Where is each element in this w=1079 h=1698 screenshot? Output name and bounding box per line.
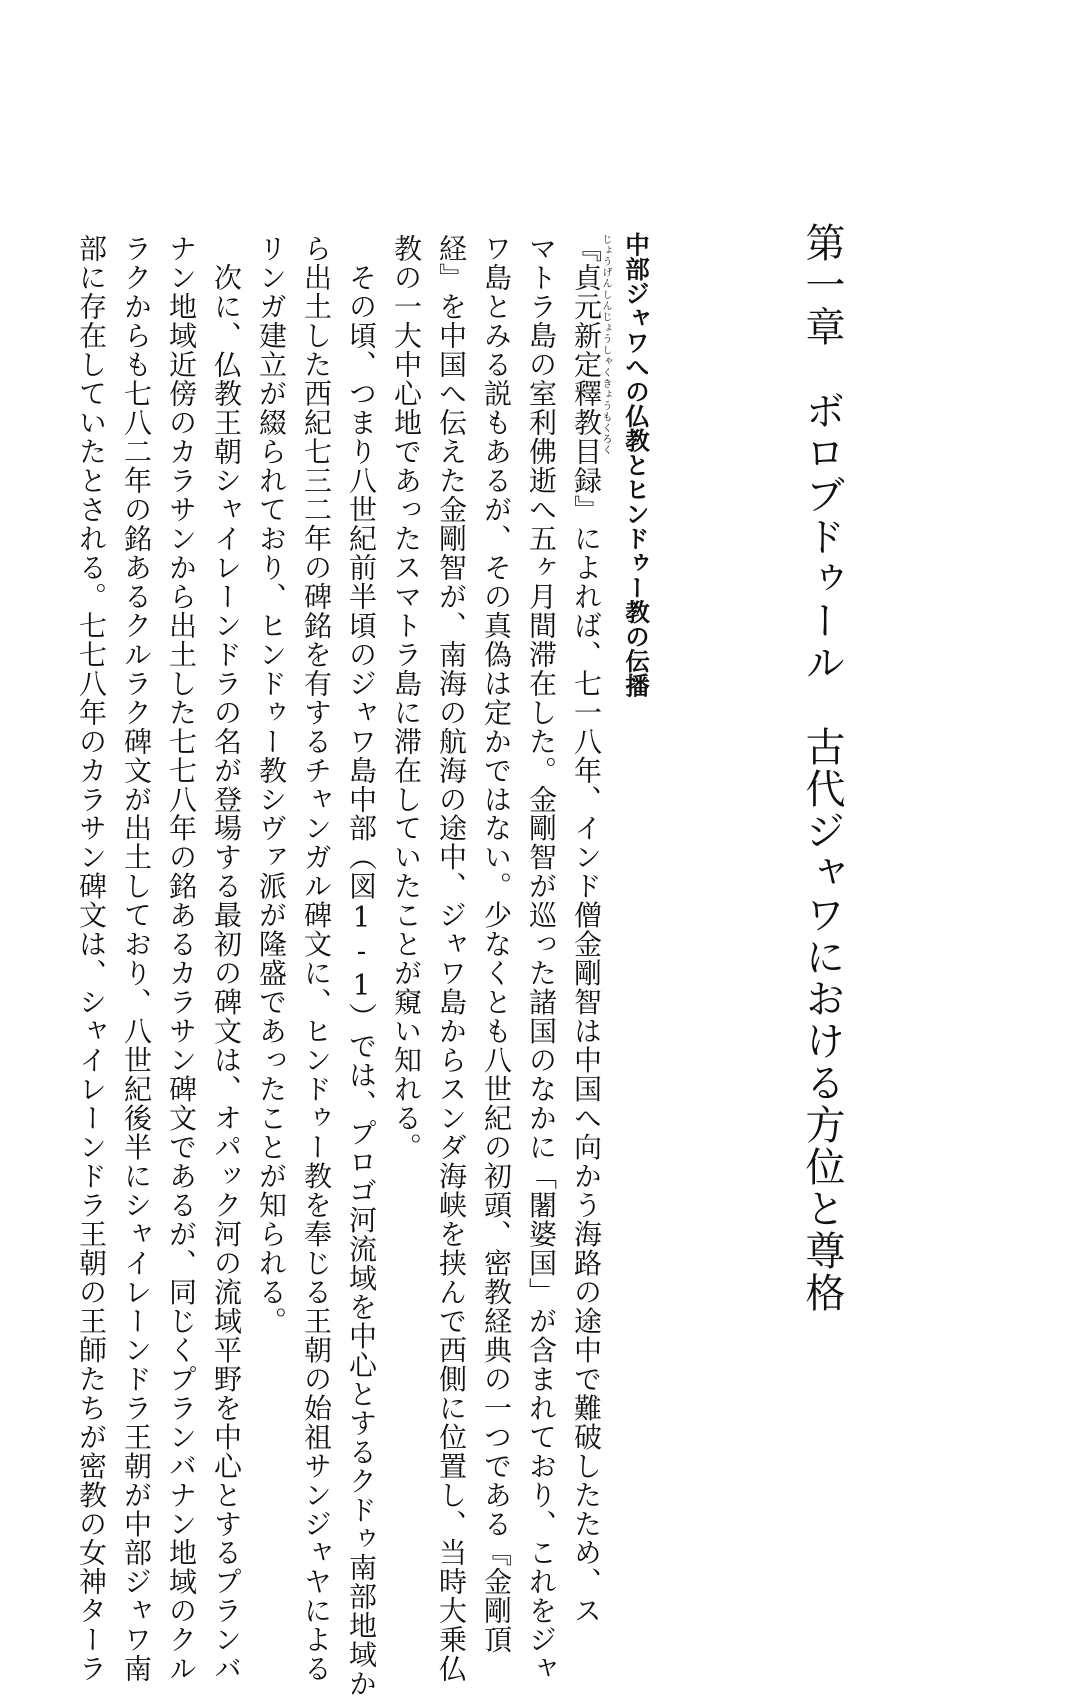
body-line: その頃、つまり八世紀前半頃のジャワ島中部（図1-1）では、プロゴ河流域を中心とするクドゥ南部地域か — [345, 234, 378, 1698]
body-line: 教の一大中心地であったスマトラ島に滞在していたことが窺い知れる。 — [390, 234, 423, 1162]
body-line: 『貞元新定釋教目録』によれば、七一八年、インド僧金剛智は中国へ向かう海路の途中で難破したため、ス — [570, 234, 603, 1626]
body-line: ナン地域近傍のカラサンから出土した七七八年の銘あるカラサン碑文であるが、同じくプランバナン地域のクル — [165, 234, 198, 1683]
body-line: マトラ島の室利佛逝へ五ヶ月間滞在した。金剛智が巡った諸国のなかに「闍婆国」が含まれており、これをジャ — [525, 234, 558, 1683]
body-line: 次に、仏教王朝シャイレーンドラの名が登場する最初の碑文は、オパック河の流域平野を中心とするプランバ — [210, 234, 243, 1683]
body-line: 経』を中国へ伝えた金剛智が、南海の航海の途中、ジャワ島からスンダ海峡を挟んで西側に位置し、当時大乗仏 — [435, 234, 468, 1683]
chapter-title: 第一章 ボロブドゥール 古代ジャワにおける方位と尊格 — [799, 222, 845, 1314]
body-line: ら出土した西紀七三二年の碑銘を有するチャンガル碑文に、ヒンドゥー教を奉じる王朝の始祖サンジャヤによる — [300, 234, 333, 1683]
body-line: ワ島とみる説もあるが、その真偽は定かではない。少なくとも八世紀の初頭、密教経典の一つである『金剛頂 — [480, 234, 513, 1655]
body-line: 部に存在していたとされる。七七八年のカラサン碑文は、シャイレーンドラ王朝の王師たちが密教の女神ターラ — [75, 234, 108, 1683]
ruby-annotation: じょうげんしんじょうしゃくきょうもくろく — [600, 234, 611, 456]
body-line: リンガ建立が綴られており、ヒンドゥー教シヴァ派が隆盛であったことが知られる。 — [255, 234, 288, 1336]
body-line: ラクからも七八二年の銘あるクルラク碑文が出土しており、八世紀後半にシャイレーンドラ王朝が中部ジャワ南 — [120, 234, 153, 1683]
section-heading: 中部ジャワへの仏教とヒンドゥー教の伝播 — [622, 232, 651, 698]
